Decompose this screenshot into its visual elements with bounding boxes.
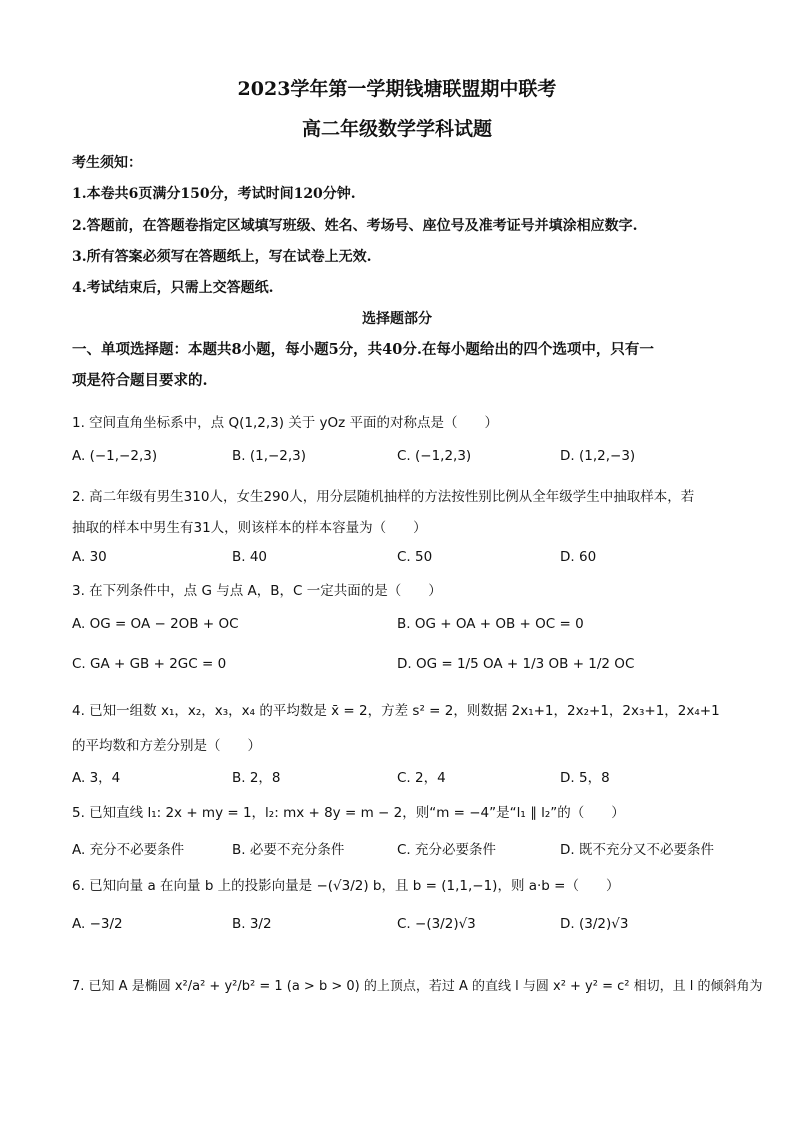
q3-option-c: C. GA + GB + 2GC = 0 <box>72 656 227 672</box>
notice-item: 1.本卷共6页满分150分，考试时间120分钟. <box>72 186 356 202</box>
q5-option-a: A. 充分不必要条件 <box>72 842 185 858</box>
exam-subtitle: 高二年级数学学科试题 <box>301 118 492 140</box>
notice-item: 3.所有答案必须写在答题纸上，写在试卷上无效. <box>72 249 372 265</box>
q1-option-b: B. (1,−2,3) <box>232 448 307 464</box>
q2-option-a: A. 30 <box>72 549 107 565</box>
notice-item: 2.答题前，在答题卷指定区域填写班级、姓名、考场号、座位号及准考证号并填涂相应数字. <box>72 218 638 234</box>
question-5-stem: 5. 已知直线 l₁: 2x + my = 1，l₂: mx + 8y = m − 2，则“m = −4”是“l₁ ∥ l₂”的（ ） <box>72 805 625 821</box>
question-3-stem: 3. 在下列条件中，点 G 与点 A，B，C 一定共面的是（ ） <box>72 583 442 599</box>
q1-option-c: C. (−1,2,3) <box>397 448 472 464</box>
q1-option-a: A. (−1,−2,3) <box>72 448 158 464</box>
section-heading-line: 一、单项选择题：本题共8小题，每小题5分，共40分.在每小题给出的四个选项中，只有一 <box>72 341 654 358</box>
notice-item: 4.考试结束后，只需上交答题纸. <box>72 280 274 296</box>
q4-option-d: D. 5，8 <box>560 770 610 786</box>
q3-option-a: A. OG = OA − 2OB + OC <box>72 616 239 632</box>
section-heading-line: 项是符合题目要求的. <box>72 372 208 389</box>
q1-option-d: D. (1,2,−3) <box>560 448 636 464</box>
question-6-stem: 6. 已知向量 a 在向量 b 上的投影向量是 −(√3/2) b，且 b = (1,1,−1)，则 a·b =（ ） <box>72 878 620 894</box>
q4-option-c: C. 2，4 <box>397 770 446 786</box>
question-1-stem: 1. 空间直角坐标系中，点 Q(1,2,3) 关于 yOz 平面的对称点是（ ） <box>72 415 499 431</box>
question-4-stem: 4. 已知一组数 x₁，x₂，x₃，x₄ 的平均数是 x̄ = 2，方差 s² = 2，则数据 2x₁+1，2x₂+1，2x₃+1，2x₄+1 <box>72 703 720 719</box>
q5-option-c: C. 充分必要条件 <box>397 842 497 858</box>
q6-option-b: B. 3/2 <box>232 916 272 932</box>
q6-option-a: A. −3/2 <box>72 916 123 932</box>
q5-option-b: B. 必要不充分条件 <box>232 842 345 858</box>
question-7-stem: 7. 已知 A 是椭圆 x²/a² + y²/b² = 1 (a > b > 0) 的上顶点，若过 A 的直线 l 与圆 x² + y² = c² 相切，且 l 的倾斜角为 <box>72 979 763 994</box>
q3-option-d: D. OG = 1/5 OA + 1/3 OB + 1/2 OC <box>397 656 635 672</box>
q2-option-d: D. 60 <box>560 549 597 565</box>
q4-option-a: A. 3，4 <box>72 770 121 786</box>
section-title: 选择题部分 <box>362 311 432 327</box>
q2-option-c: C. 50 <box>397 549 433 565</box>
q3-option-b: B. OG + OA + OB + OC = 0 <box>397 616 584 632</box>
q6-option-d: D. (3/2)√3 <box>560 916 629 932</box>
question-2-stem: 2. 高二年级有男生310人，女生290人，用分层随机抽样的方法按性别比例从全年级学生中抽取样本，若 <box>72 489 695 505</box>
notice-heading: 考生须知： <box>72 155 142 171</box>
q5-option-d: D. 既不充分又不必要条件 <box>560 842 714 858</box>
exam-title: 2023学年第一学期钱塘联盟期中联考 <box>237 78 557 100</box>
question-4-stem-cont: 的平均数和方差分别是（ ） <box>72 738 261 754</box>
q6-option-c: C. −(3/2)√3 <box>397 916 476 932</box>
q2-option-b: B. 40 <box>232 549 268 565</box>
question-2-stem-cont: 抽取的样本中男生有31人，则该样本的样本容量为（ ） <box>72 520 427 536</box>
q4-option-b: B. 2，8 <box>232 770 281 786</box>
